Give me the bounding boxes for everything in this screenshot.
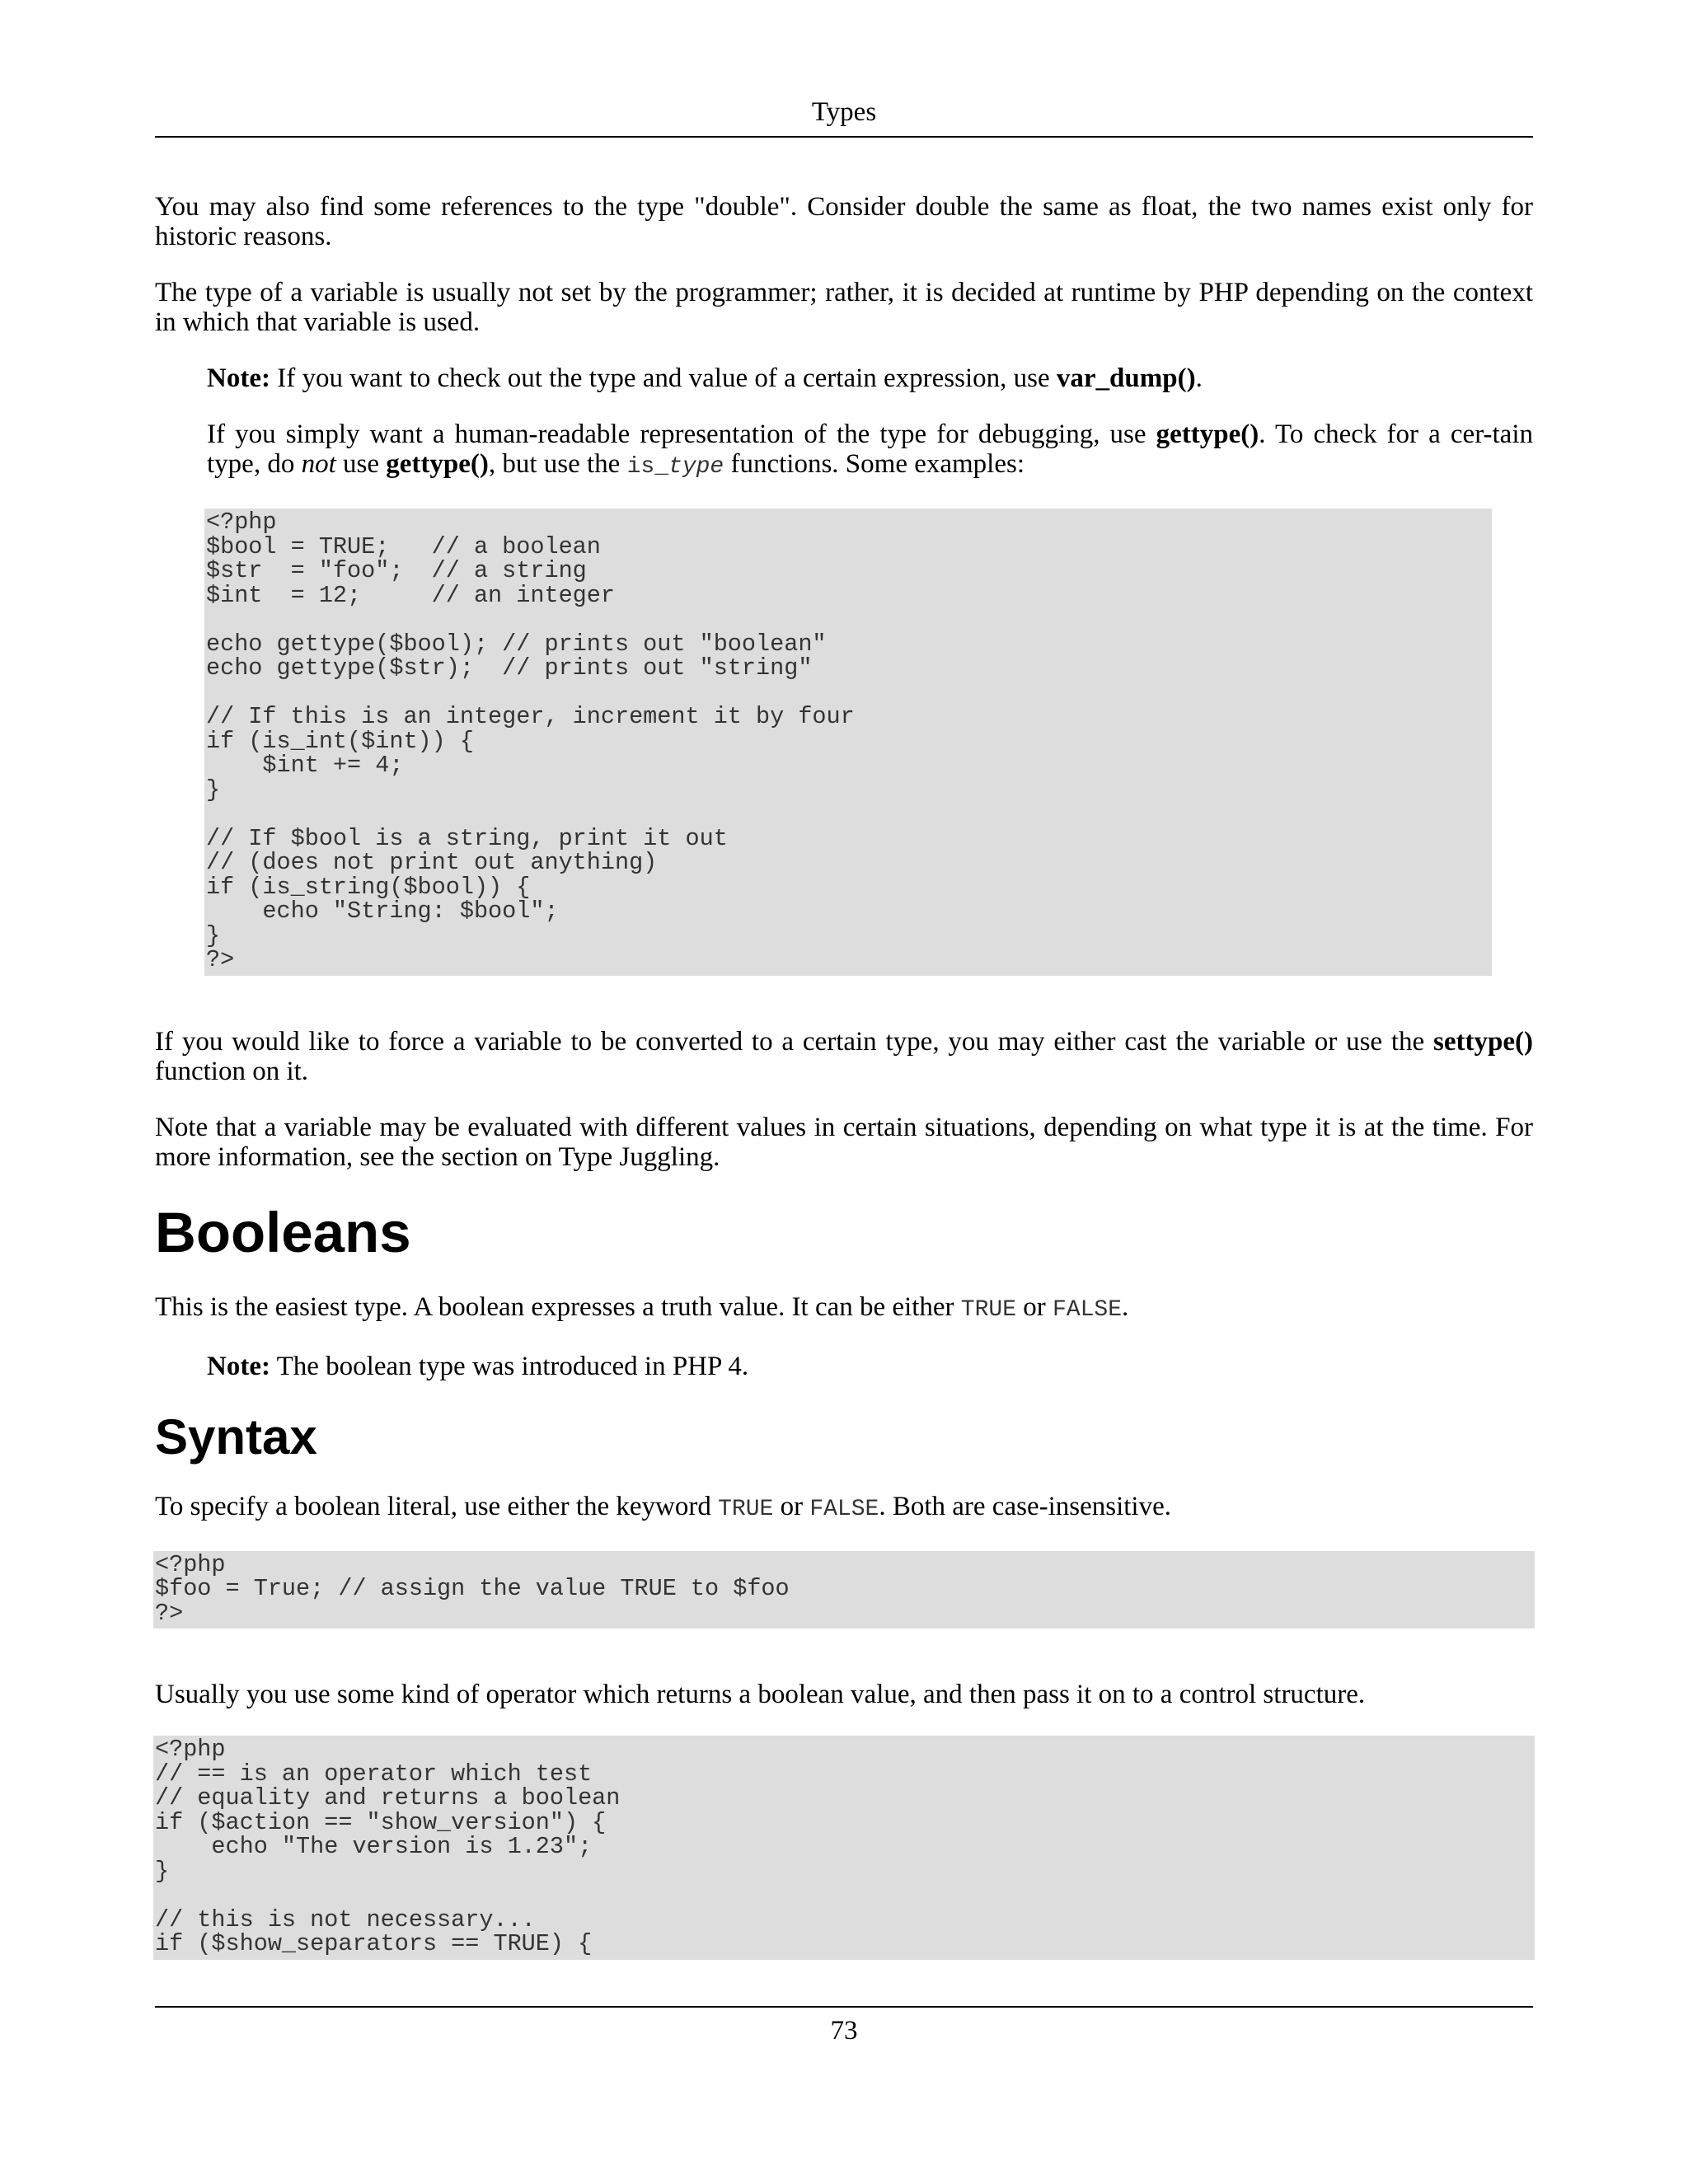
settype-text-1: If you would like to force a variable to be converted to a certain type, you may either cast the variable or use the — [155, 1026, 1434, 1057]
note-gettype-text-4: , but use the — [488, 449, 627, 479]
paragraph-settype — [155, 1027, 1533, 1086]
page-content — [155, 192, 1533, 1960]
syntax-text-1: To specify a boolean literal, use either the keyword — [155, 1491, 719, 1521]
note-end: . — [1195, 363, 1203, 393]
heading-booleans: Booleans — [155, 1200, 411, 1264]
code-block-boolean-literal: <?php $foo = True; // assign the value TRUE to $foo ?> — [153, 1551, 1535, 1629]
paragraph-double-type: You may also find some references to the type "double". Consider double the same as float, the two names exist only for historic reasons. — [155, 192, 1533, 251]
code-false: FALSE — [809, 1496, 879, 1522]
note-var-dump — [207, 363, 1533, 393]
heading-syntax: Syntax — [155, 1408, 317, 1465]
note-gettype-text-2: . To check for a cer-tain type, do — [207, 419, 1533, 479]
syntax-text-3: . Both are case-insensitive. — [879, 1491, 1171, 1521]
paragraph-runtime-type: The type of a variable is usually not set by the programmer; rather, it is decided at runtime by PHP depending on the context in which that variable is used. — [155, 278, 1533, 337]
header-rule — [155, 136, 1533, 138]
page-number: 73 — [830, 2016, 858, 2046]
paragraph-operator: Usually you use some kind of operator which returns a boolean value, and then pass it on to a control structure. — [155, 1680, 1366, 1709]
gettype-function: gettype() — [1156, 419, 1259, 449]
is-type-italic: type — [668, 454, 724, 480]
running-header-title: Types — [811, 97, 877, 127]
footer-rule — [155, 2006, 1533, 2008]
booleans-text-1: This is the easiest type. A boolean expresses a truth value. It can be either — [155, 1291, 961, 1322]
is-type-code — [627, 454, 724, 480]
code-block-gettype-examples: <?php $bool = TRUE; // a boolean $str = "foo"; // a string $int = 12; // an integer echo gettype($bool); // prints out "boolean" echo gettype($str); // prints out "string" // If this is an integer, increment it by four if (is_int($int)) { $int += 4; } // If $bool is a string, print it out // (does not print out anything) if (is_string($bool)) { echo "String: $bool"; } ?> — [204, 509, 1492, 976]
paragraph-booleans-intro — [155, 1292, 1533, 1325]
is-type-prefix: is_ — [626, 454, 669, 480]
code-true: TRUE — [718, 1496, 774, 1522]
booleans-text-3: . — [1122, 1291, 1129, 1322]
code-true: TRUE — [960, 1296, 1017, 1323]
note-gettype — [207, 419, 1533, 482]
booleans-text-2: or — [1016, 1291, 1053, 1322]
note-gettype-text-1: If you simply want a human-readable representation of the type for debugging, use — [207, 419, 1156, 449]
gettype-function-2: gettype() — [386, 449, 489, 479]
settype-function: settype() — [1433, 1026, 1533, 1057]
paragraph-syntax — [155, 1492, 1533, 1525]
code-false: FALSE — [1053, 1296, 1123, 1323]
note-boolean-php4 — [207, 1352, 1533, 1381]
settype-text-2: function on it. — [155, 1056, 309, 1086]
note-boolean-text: The boolean type was introduced in PHP 4. — [270, 1351, 749, 1381]
var-dump-function: var_dump() — [1056, 363, 1196, 393]
note-gettype-text-3: use — [335, 449, 387, 479]
note-label: Note: — [207, 363, 270, 393]
code-block-operator-example: <?php // == is an operator which test // equality and returns a boolean if ($action == "show_version") { echo "The version is 1.23"; } // this is not necessary... if ($show_separators == TRUE) { — [153, 1736, 1535, 1960]
note-text: If you want to check out the type and value of a certain expression, use — [270, 363, 1057, 393]
paragraph-type-juggling: Note that a variable may be evaluated with different values in certain situations, depending on what type it is at the time. For more information, see the section on Type Juggling. — [155, 1112, 1533, 1172]
note-gettype-text-5: functions. Some examples: — [724, 449, 1025, 479]
syntax-text-2: or — [773, 1491, 810, 1521]
emphasis-not: not — [301, 449, 336, 479]
document-page — [155, 0, 1533, 2184]
note-label: Note: — [207, 1351, 270, 1381]
